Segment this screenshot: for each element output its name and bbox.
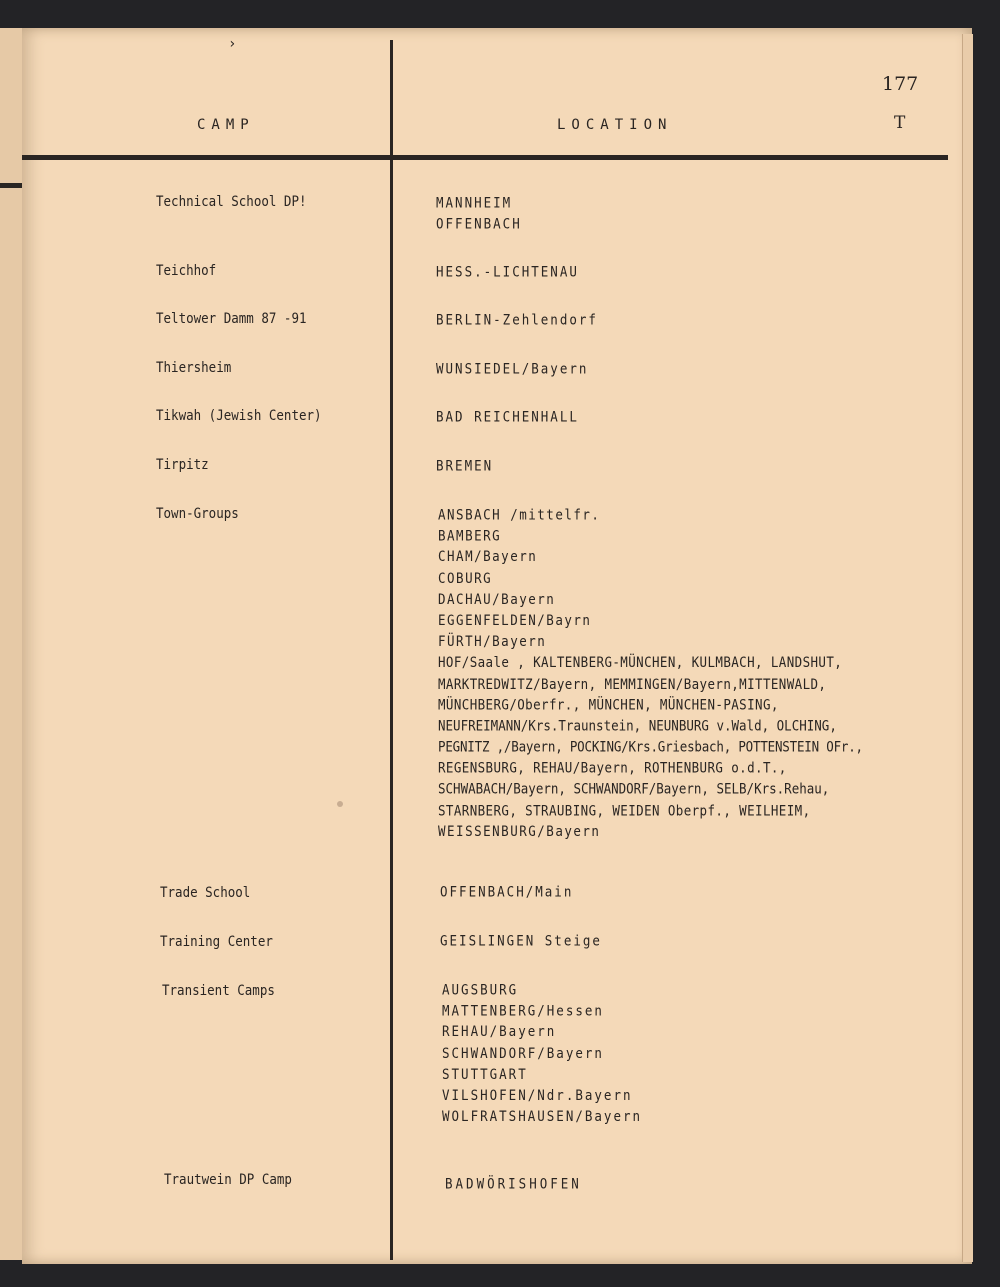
location-list xyxy=(436,192,522,234)
section-letter: T xyxy=(894,113,906,133)
location-entry: MARKTREDWITZ/Bayern, MEMMINGEN/Bayern,MITTENWALD, xyxy=(438,675,827,692)
location-entry: COBURG xyxy=(438,569,493,587)
location-list xyxy=(445,1173,582,1194)
header-rule-continuation xyxy=(0,183,22,188)
location-entry: PEGNITZ ,/Bayern, POCKING/Krs.Griesbach, POTTENSTEIN OFr., xyxy=(438,738,863,755)
camp-name: Technical School DP! xyxy=(156,192,307,210)
paper-spot xyxy=(337,801,343,807)
location-list xyxy=(436,406,579,427)
location-list xyxy=(436,358,588,379)
location-entry: ANSBACH /mittelfr. xyxy=(438,506,601,523)
location-entry: BAMBERG xyxy=(438,527,502,544)
location-entry: REHAU/Bayern xyxy=(442,1023,557,1040)
camp-name: Teichhof xyxy=(156,261,217,279)
camp-name: Tirpitz xyxy=(156,455,209,473)
camp-name: Trade School xyxy=(160,883,251,901)
location-entry: VILSHOFEN/Ndr.Bayern xyxy=(442,1086,633,1104)
location-column-header: LOCATION xyxy=(557,117,673,133)
location-list xyxy=(436,261,579,282)
location-entry: WOLFRATSHAUSEN/Bayern xyxy=(442,1107,643,1125)
document-page xyxy=(22,28,972,1264)
camp-name: Town-Groups xyxy=(156,504,239,522)
location-entry: CHAM/Bayern xyxy=(438,548,538,565)
header-rule xyxy=(22,155,948,160)
location-entry: MÜNCHBERG/Oberfr., MÜNCHEN, MÜNCHEN-PASING, xyxy=(438,696,779,713)
location-entry: STARNBERG, STRAUBING, WEIDEN Oberpf., WEILHEIM, xyxy=(438,801,811,819)
location-entry: BADWÖRISHOFEN xyxy=(445,1175,582,1192)
location-entry: SCHWANDORF/Bayern xyxy=(442,1044,604,1062)
location-entry: MANNHEIM xyxy=(436,194,513,211)
location-entry: DACHAU/Bayern xyxy=(438,590,556,608)
location-list xyxy=(440,881,573,902)
margin-mark: › xyxy=(228,36,237,52)
page-stack-edge xyxy=(962,34,973,1262)
location-entry: SCHWABACH/Bayern, SCHWANDORF/Bayern, SELB/Krs.Rehau, xyxy=(438,780,830,798)
location-entry: HOF/Saale , KALTENBERG-MÜNCHEN, KULMBACH, LANDSHUT, xyxy=(438,653,843,671)
location-entry: WEISSENBURG/Bayern xyxy=(438,822,601,840)
location-list xyxy=(436,309,598,330)
location-list xyxy=(438,504,863,842)
location-entry: NEUFREIMANN/Krs.Traunstein, NEUNBURG v.Wald, OLCHING, xyxy=(438,717,837,734)
camp-name: Training Center xyxy=(160,932,273,950)
column-divider xyxy=(390,40,393,1260)
location-entry: WUNSIEDEL/Bayern xyxy=(436,360,589,377)
camp-name: Tikwah (Jewish Center) xyxy=(156,406,322,424)
location-entry: EGGENFELDEN/Bayrn xyxy=(438,611,592,629)
location-entry: FÜRTH/Bayern xyxy=(438,632,547,650)
location-list xyxy=(442,979,642,1127)
location-entry: BERLIN-Zehlendorf xyxy=(436,311,598,328)
location-entry: OFFENBACH/Main xyxy=(440,883,574,900)
location-entry: STUTTGART xyxy=(442,1065,528,1083)
camp-column-header: CAMP xyxy=(197,117,255,133)
location-entry: HESS.-LICHTENAU xyxy=(436,263,579,280)
camp-name: Transient Camps xyxy=(162,981,275,999)
location-list xyxy=(436,455,493,476)
location-entry: OFFENBACH xyxy=(436,215,522,232)
camp-name: Teltower Damm 87 -91 xyxy=(156,309,307,327)
location-list xyxy=(440,930,602,951)
location-entry: GEISLINGEN Steige xyxy=(440,932,602,949)
location-entry: BREMEN xyxy=(436,457,494,474)
location-entry: AUGSBURG xyxy=(442,981,519,998)
location-entry: BAD REICHENHALL xyxy=(436,408,579,425)
camp-name: Thiersheim xyxy=(156,358,232,376)
location-entry: REGENSBURG, REHAU/Bayern, ROTHENBURG o.d.T., xyxy=(438,759,787,776)
camp-name: Trautwein DP Camp xyxy=(164,1170,292,1188)
location-entry: MATTENBERG/Hessen xyxy=(442,1002,604,1019)
page-number: 177 xyxy=(882,73,919,95)
